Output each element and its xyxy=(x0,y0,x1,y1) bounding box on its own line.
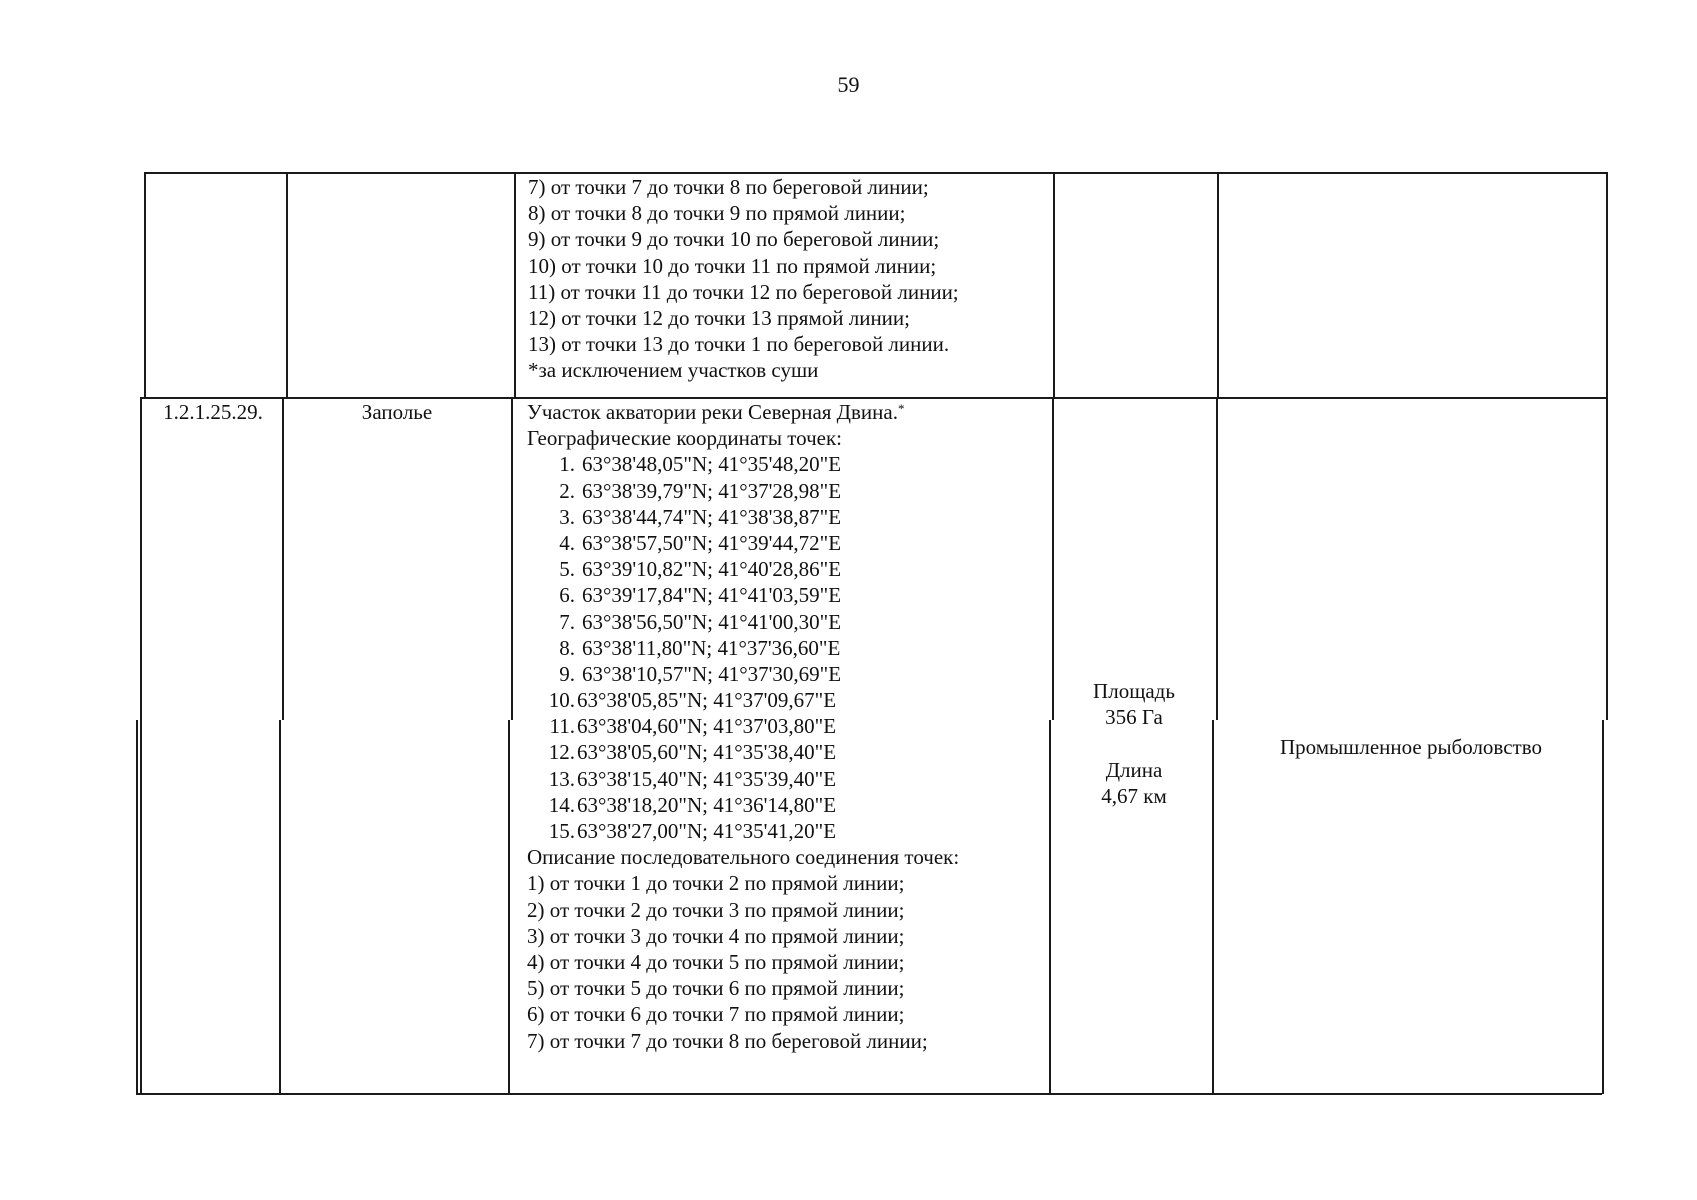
coordinate-item: 10.63°38'05,85"N; 41°37'09,67"E xyxy=(548,688,837,713)
description-line: 12) от точки 12 до точки 13 прямой линии; xyxy=(528,305,910,330)
row1-col-line-3 xyxy=(1053,172,1055,398)
description-line: 13) от точки 13 до точки 1 по береговой линии. xyxy=(528,332,950,357)
row1-col-line-2 xyxy=(514,172,516,398)
description-line: 7) от точки 7 до точки 8 по береговой линии; xyxy=(528,175,929,199)
row1-col-line-5 xyxy=(1606,172,1608,398)
connection-line: 5) от точки 5 до точки 6 по прямой линии; xyxy=(527,976,905,1001)
row2-col-line-3b xyxy=(1049,720,1051,1094)
row2-col-line-0 xyxy=(140,397,142,1094)
row1-col-line-0 xyxy=(144,172,146,398)
page-number: 59 xyxy=(837,72,860,97)
connection-line: 6) от точки 6 до точки 7 по прямой линии; xyxy=(527,1002,905,1027)
connection-line: 7) от точки 7 до точки 8 по береговой линии; xyxy=(527,1028,928,1053)
coordinate-item: 3. 63°38'44,74"N; 41°38'38,87"E xyxy=(559,504,842,529)
coordinate-item: 8. 63°38'11,80"N; 41°37'36,60"E xyxy=(559,635,841,660)
description-line: 9) от точки 9 до точки 10 по береговой линии; xyxy=(528,227,940,252)
connection-line: 4) от точки 4 до точки 5 по прямой линии; xyxy=(527,949,905,974)
coordinate-item: 5. 63°39'10,82"N; 41°40'28,86"E xyxy=(559,557,842,582)
area-title: Участок акватории реки Северная Двина.* xyxy=(527,400,905,424)
connection-line: 2) от точки 2 до точки 3 по прямой линии; xyxy=(527,897,905,922)
coordinate-item: 15.63°38'27,00"N; 41°35'41,20"E xyxy=(548,819,837,843)
row2-col-line-5 xyxy=(1606,397,1608,720)
area-label: Площадь xyxy=(1093,679,1175,703)
row2-col-line-0b xyxy=(136,720,138,1094)
row1-col-line-4 xyxy=(1217,172,1219,398)
coordinate-item: 1. 63°38'48,05"N; 41°35'48,20"E xyxy=(559,452,842,477)
row2-col-line-4 xyxy=(1216,397,1218,720)
coordinate-item: 13.63°38'15,40"N; 41°35'39,40"E xyxy=(548,766,837,791)
coordinate-item: 12.63°38'05,60"N; 41°35'38,40"E xyxy=(548,740,837,765)
row1-description xyxy=(528,174,959,384)
coordinate-item: 6. 63°39'17,84"N; 41°41'03,59"E xyxy=(559,583,842,608)
row2-col-line-2 xyxy=(511,397,513,720)
table-bottom-border xyxy=(136,1093,1602,1095)
coordinate-list xyxy=(527,451,959,844)
description-line: 8) от точки 8 до точки 9 по прямой линии; xyxy=(528,201,906,226)
row2-number: 1.2.1.25.29. xyxy=(163,400,263,424)
connection-line: 3) от точки 3 до точки 4 по прямой линии; xyxy=(527,923,905,948)
connection-line: 1) от точки 1 до точки 2 по прямой линии; xyxy=(527,871,905,896)
row2-name: Заполье xyxy=(361,400,433,424)
connection-heading: Описание последовательного соединения точек: xyxy=(527,845,960,870)
coordinate-item: 14.63°38'18,20"N; 41°36'14,80"E xyxy=(548,792,837,817)
row2-col-line-5b xyxy=(1602,720,1604,1094)
row2-description xyxy=(527,399,959,1054)
row1-col-line-1 xyxy=(286,172,288,398)
row2-col-line-1b xyxy=(279,720,281,1094)
coords-heading: Географические координаты точек: xyxy=(527,426,842,451)
description-line: 10) от точки 10 до точки 11 по прямой линии; xyxy=(528,253,937,278)
coordinate-item: 11.63°38'04,60"N; 41°37'03,80"E xyxy=(549,714,837,739)
coordinate-item: 2. 63°38'39,79"N; 41°37'28,98"E xyxy=(559,478,842,503)
length-value: 4,67 км xyxy=(1101,783,1167,808)
coordinate-item: 7. 63°38'56,50"N; 41°41'00,30"E xyxy=(559,609,842,634)
purpose-cell: Промышленное рыболовство xyxy=(1280,735,1542,759)
coordinate-item: 4. 63°38'57,50"N; 41°39'44,72"E xyxy=(559,530,842,555)
coordinate-item: 9. 63°38'10,57"N; 41°37'30,69"E xyxy=(559,661,842,686)
length-label: Длина xyxy=(1105,757,1163,782)
footnote-mark: * xyxy=(897,401,905,416)
description-line: 11) от точки 11 до точки 12 по береговой линии; xyxy=(528,279,959,304)
row2-col-line-1 xyxy=(282,397,284,720)
spacer xyxy=(1052,730,1216,756)
row2-col-line-3 xyxy=(1052,397,1054,720)
area-length-cell xyxy=(1052,678,1216,809)
description-line: *за исключением участков суши xyxy=(528,358,819,383)
row2-col-line-2b xyxy=(508,720,510,1094)
area-value: 356 Га xyxy=(1105,705,1163,730)
